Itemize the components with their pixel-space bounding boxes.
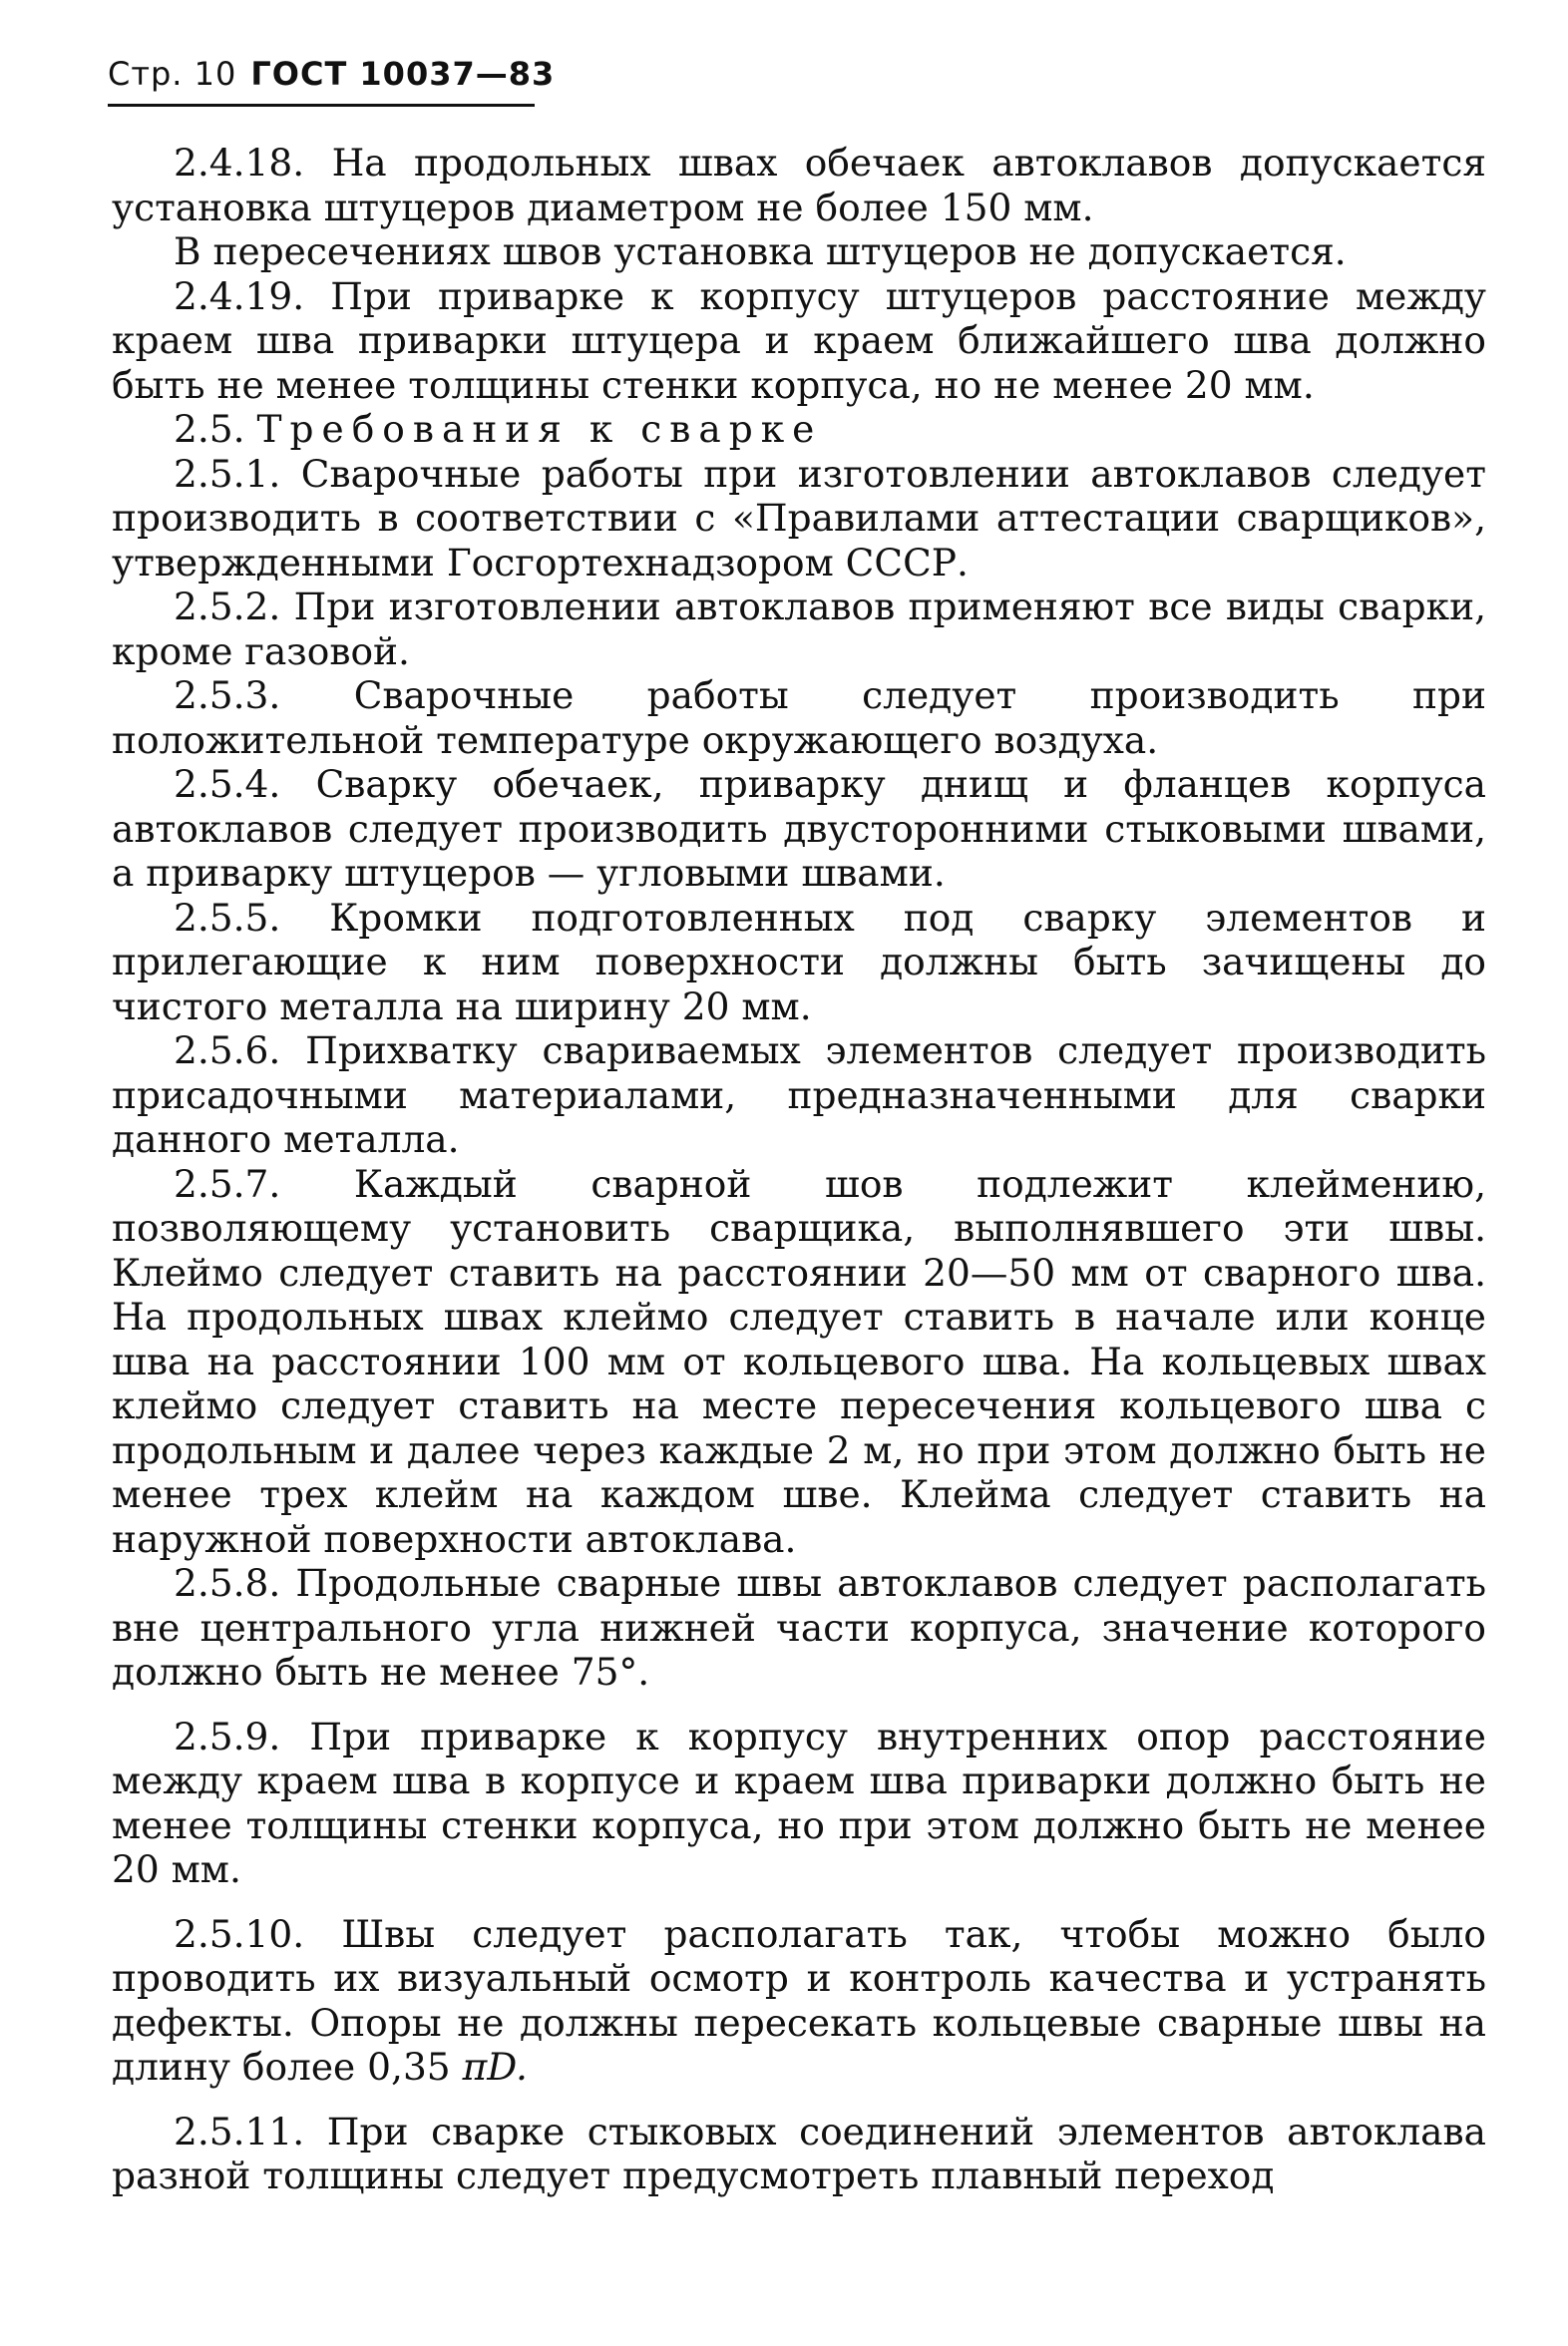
paragraph-2-5-1: 2.5.1. Сварочные работы при изготовлении автоклавов следует производить в соответствии с «Правилами аттестации сварщиков», утвержденными Госгортехнадзором СССР. xyxy=(112,451,1486,585)
standard-number: ГОСТ 10037—83 xyxy=(250,55,556,93)
page-header xyxy=(108,54,555,94)
paragraph-2-5-2: 2.5.2. При изготовлении автоклавов применяют все виды сварки, кроме газовой. xyxy=(112,585,1486,673)
paragraph-2-5-8: 2.5.8. Продольные сварные швы автоклавов следует располагать вне центрального угла нижней части корпуса, значение которого должно быть не менее 75°. xyxy=(112,1561,1486,1694)
formula-pi-d: πD. xyxy=(462,2045,528,2089)
paragraph-2-5-9: 2.5.9. При приварке к корпусу внутренних опор расстояние между краем шва в корпусе и краем шва приварки должно быть не менее толщины стенки корпуса, но при этом должно быть не менее 20 мм. xyxy=(112,1714,1486,1891)
paragraph-2-5-3: 2.5.3. Сварочные работы следует производить при положительной температуре окружающего воздуха. xyxy=(112,673,1486,762)
paragraph-2-4-18: 2.4.18. На продольных швах обечаек автоклавов допускается установка штуцеров диаметром не более 150 мм. xyxy=(112,141,1486,229)
paragraph-2-5-6: 2.5.6. Прихватку свариваемых элементов следует производить присадочными материалами, предназначенными для сварки данного металла. xyxy=(112,1028,1486,1161)
paragraph-2-5-7: 2.5.7. Каждый сварной шов подлежит клеймению, позволяющему установить сварщика, выполнявшего эти швы. Клеймо следует ставить на расстоянии 20—50 мм от сварного шва. На продольных швах клеймо следует ставить в начале или конце шва на расстоянии 100 мм от кольцевого шва. На кольцевых швах клеймо следует ставить на месте пересечения кольцевого шва с продольным и далее через каждые 2 м, но при этом должно быть не менее трех клейм на каждом шве. Клейма следует ставить на наружной поверхности автоклава. xyxy=(112,1161,1486,1561)
paragraph-intersections: В пересечениях швов установка штуцеров не допускается. xyxy=(174,229,1347,273)
header-underline xyxy=(108,104,535,107)
section-number: 2.5. xyxy=(174,407,245,451)
paragraph-2-5-10 xyxy=(112,1912,1486,2090)
paragraph-2-4-19: 2.4.19. При приварке к корпусу штуцеров расстояние между краем шва приварки штуцера и краем ближайшего шва должно быть не менее толщины стенки корпуса, но не менее 20 мм. xyxy=(112,273,1486,407)
paragraph-2-5-5: 2.5.5. Кромки подготовленных под сварку элементов и прилегающие к ним поверхности должны быть зачищены до чистого металла на ширину 20 мм. xyxy=(112,895,1486,1028)
paragraph-2-5-11: 2.5.11. При сварке стыковых соединений элементов автоклава разной толщины следует предусмотреть плавный переход xyxy=(112,2109,1486,2197)
page-number-label: Стр. 10 xyxy=(108,55,237,93)
paragraph-2-5-10-text: 2.5.10. Швы следует располагать так, чтобы можно было проводить их визуальный осмотр и контроль качества и устранять дефекты. Опоры не должны пересекать кольцевые сварные швы на длину более 0,35 xyxy=(112,1911,1486,2089)
document-body xyxy=(112,141,1486,2198)
section-title: Требования к сварке xyxy=(256,407,823,451)
paragraph-2-5-4: 2.5.4. Сварку обечаек, приварку днищ и фланцев корпуса автоклавов следует производить двусторонними стыковыми швами, а приварку штуцеров — угловыми швами. xyxy=(112,762,1486,895)
section-heading-2-5 xyxy=(112,407,1486,452)
